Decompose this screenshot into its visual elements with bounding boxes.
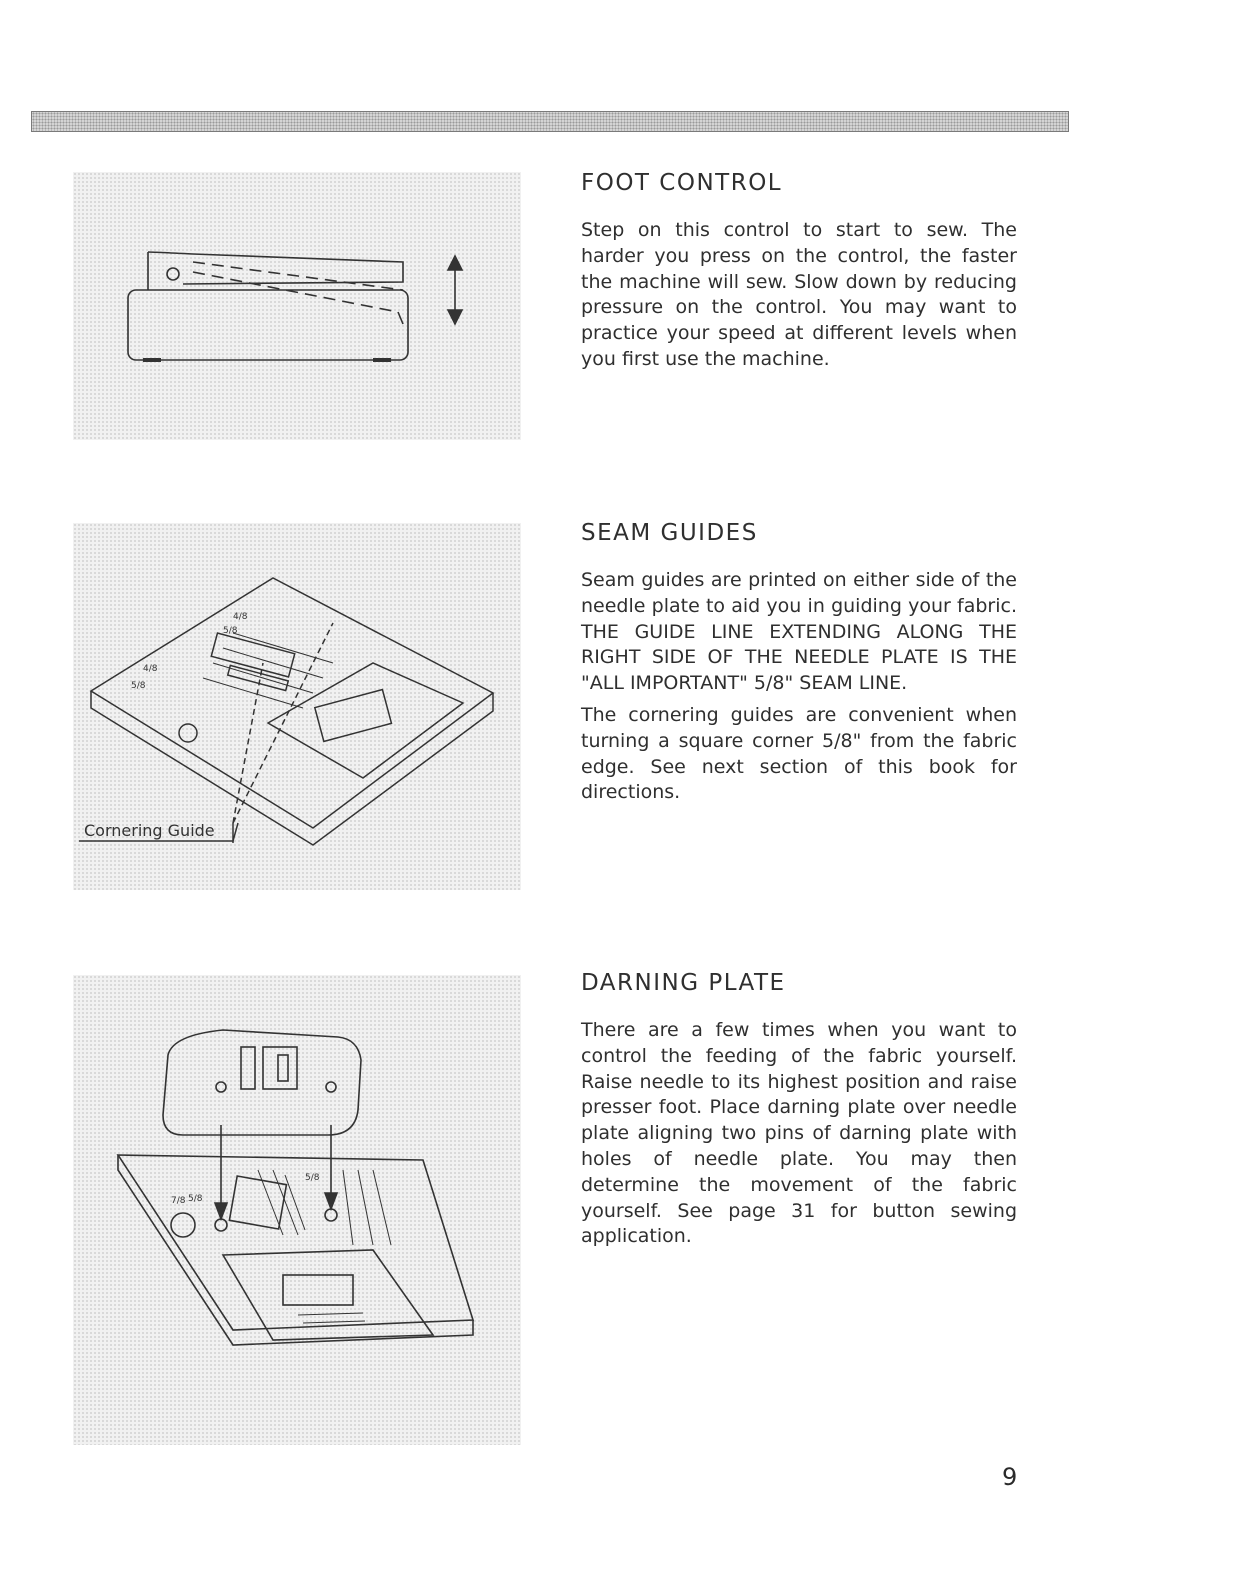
seam-mark: 4/8 bbox=[233, 612, 248, 622]
darning-mark: 5/8 bbox=[305, 1173, 320, 1183]
needle-plate-top bbox=[91, 578, 493, 828]
foot-control-section bbox=[581, 170, 1017, 379]
darning-plate-drawing bbox=[73, 975, 521, 1445]
seam-mark: 5/8 bbox=[223, 626, 238, 636]
foot-control-illustration bbox=[73, 172, 521, 440]
darning-mark: 7/8 bbox=[171, 1196, 186, 1206]
section-heading: SEAM GUIDES bbox=[581, 520, 758, 546]
foot-control-pedal bbox=[148, 252, 403, 284]
darning-mark: 5/8 bbox=[188, 1194, 203, 1204]
pedal-hinge bbox=[167, 268, 179, 280]
foot-control-drawing bbox=[73, 172, 521, 440]
page-number: 9 bbox=[1002, 1463, 1018, 1491]
feed-dog bbox=[211, 633, 294, 677]
slide-plate bbox=[268, 663, 463, 778]
plate-screw bbox=[171, 1213, 195, 1237]
seam-guides-section bbox=[581, 520, 1017, 812]
section-paragraph: Step on this control to start to sew. The harder you press on the control, the faster the machine will sew. Slow down by reducing pressure on the control. You may want to practice your speed at different levels when you first use the machine. bbox=[581, 219, 1017, 370]
seam-mark: 5/8 bbox=[131, 681, 146, 691]
foot-control-base bbox=[128, 290, 408, 360]
seam-mark: 4/8 bbox=[143, 664, 158, 674]
section-heading: FOOT CONTROL bbox=[581, 170, 783, 196]
plate-screw bbox=[179, 724, 197, 742]
section-paragraph: The cornering guides are convenient when turning a square corner 5/8" from the fabric edge. See next section of this book for directions. bbox=[581, 703, 1017, 804]
darning-plate-illustration bbox=[73, 975, 521, 1445]
section-paragraph: Seam guides are printed on either side of the needle plate to aid you in guiding your fabric. THE GUIDE LINE EXTENDING ALONG THE RIGHT SIDE OF THE NEEDLE PLATE IS THE "ALL IMPORTANT" 5/8" SEAM LINE. bbox=[581, 569, 1017, 695]
section-heading: DARNING PLATE bbox=[581, 970, 786, 996]
cornering-guide-label: Cornering Guide bbox=[84, 821, 215, 840]
darning-plate-section bbox=[581, 970, 1017, 1256]
section-paragraph: There are a few times when you want to control the feeding of the fabric yourself. Raise needle to its highest position and raise presser foot. Place darning plate over needle plate aligning two pins of darning plate with holes of needle plate. You may then determine the movement of the fabric yourself. See page 31 for button sewing application. bbox=[581, 1019, 1017, 1248]
needle-plate bbox=[118, 1155, 473, 1330]
header-rule bbox=[31, 111, 1069, 132]
